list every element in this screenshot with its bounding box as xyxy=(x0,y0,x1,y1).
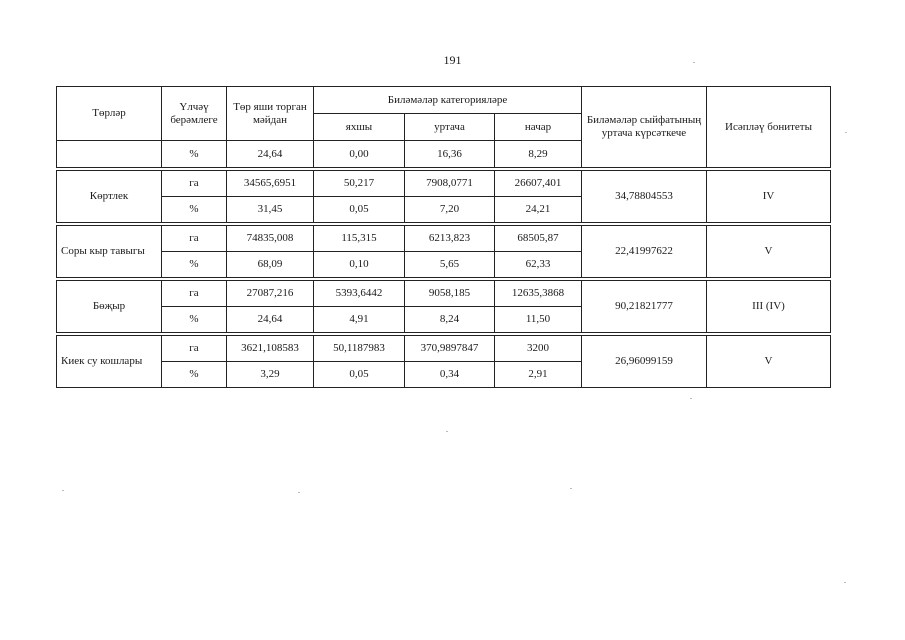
poor-pct: 24,21 xyxy=(495,197,582,223)
poor-ha: 68505,87 xyxy=(495,226,582,252)
good-pct: 0,10 xyxy=(314,252,405,278)
medium-ha: 9058,185 xyxy=(405,281,495,307)
good-pct: 4,91 xyxy=(314,307,405,333)
scan-speck xyxy=(693,62,695,63)
species-name: Бөҗыр xyxy=(57,281,162,333)
good-pct: 0,05 xyxy=(314,197,405,223)
poor-ha: 12635,3868 xyxy=(495,281,582,307)
good-ha: 5393,6442 xyxy=(314,281,405,307)
scan-speck xyxy=(690,398,692,399)
area-ha: 74835,008 xyxy=(227,226,314,252)
bonitet: V xyxy=(707,226,831,278)
header-medium: уртача xyxy=(405,114,495,141)
table-row xyxy=(57,171,831,197)
area-pct: 68,09 xyxy=(227,252,314,278)
unit-pct: % xyxy=(162,362,227,388)
species-name: Көртлек xyxy=(57,171,162,223)
header-percent-poor: 8,29 xyxy=(495,141,582,168)
medium-pct: 5,65 xyxy=(405,252,495,278)
page-number: 191 xyxy=(443,53,462,67)
area-ha: 3621,108583 xyxy=(227,336,314,362)
poor-pct: 11,50 xyxy=(495,307,582,333)
table-row xyxy=(57,226,831,252)
medium-ha: 6213,823 xyxy=(405,226,495,252)
avg-quality: 26,96099159 xyxy=(582,336,707,388)
avg-quality: 90,21821777 xyxy=(582,281,707,333)
unit-ha: га xyxy=(162,226,227,252)
header-avg-quality: Биләмәләр сыйфатының уртача күрсәткече xyxy=(582,87,707,168)
header-percent-unit: % xyxy=(162,141,227,168)
header-poor: начар xyxy=(495,114,582,141)
scan-speck xyxy=(446,431,448,432)
bonitet: V xyxy=(707,336,831,388)
header-percent-area: 24,64 xyxy=(227,141,314,168)
species-name: Соры кыр тавыгы xyxy=(57,226,162,278)
unit-ha: га xyxy=(162,281,227,307)
good-ha: 115,315 xyxy=(314,226,405,252)
good-pct: 0,05 xyxy=(314,362,405,388)
area-pct: 24,64 xyxy=(227,307,314,333)
species-name: Киек су кошлары xyxy=(57,336,162,388)
poor-ha: 3200 xyxy=(495,336,582,362)
table-row xyxy=(57,281,831,307)
medium-ha: 370,9897847 xyxy=(405,336,495,362)
medium-pct: 7,20 xyxy=(405,197,495,223)
scan-speck xyxy=(845,132,847,133)
avg-quality: 22,41997622 xyxy=(582,226,707,278)
unit-pct: % xyxy=(162,307,227,333)
area-pct: 3,29 xyxy=(227,362,314,388)
good-ha: 50,217 xyxy=(314,171,405,197)
header-unit: Үлчәү берәмлеге xyxy=(162,87,227,141)
poor-pct: 2,91 xyxy=(495,362,582,388)
header-good: яхшы xyxy=(314,114,405,141)
poor-pct: 62,33 xyxy=(495,252,582,278)
bonitet: III (IV) xyxy=(707,281,831,333)
header-percent-good: 0,00 xyxy=(314,141,405,168)
header-total-area: Төр яши торган мәйдан xyxy=(227,87,314,141)
good-ha: 50,1187983 xyxy=(314,336,405,362)
unit-pct: % xyxy=(162,252,227,278)
poor-ha: 26607,401 xyxy=(495,171,582,197)
table-row xyxy=(57,336,831,362)
header-bonitet: Исәпләү бонитеты xyxy=(707,87,831,168)
header-percent-blank xyxy=(57,141,162,168)
medium-pct: 0,34 xyxy=(405,362,495,388)
medium-ha: 7908,0771 xyxy=(405,171,495,197)
scan-speck xyxy=(844,582,846,583)
bonitet: IV xyxy=(707,171,831,223)
header-categories: Биләмәләр категорияләре xyxy=(314,87,582,114)
area-pct: 31,45 xyxy=(227,197,314,223)
area-ha: 27087,216 xyxy=(227,281,314,307)
scan-speck xyxy=(62,490,64,491)
avg-quality: 34,78804553 xyxy=(582,171,707,223)
unit-pct: % xyxy=(162,197,227,223)
scan-speck xyxy=(298,492,300,493)
scan-speck xyxy=(570,488,572,489)
medium-pct: 8,24 xyxy=(405,307,495,333)
area-ha: 34565,6951 xyxy=(227,171,314,197)
unit-ha: га xyxy=(162,336,227,362)
species-habitat-table xyxy=(56,86,831,388)
header-percent-medium: 16,36 xyxy=(405,141,495,168)
header-types: Төрләр xyxy=(57,87,162,141)
unit-ha: га xyxy=(162,171,227,197)
